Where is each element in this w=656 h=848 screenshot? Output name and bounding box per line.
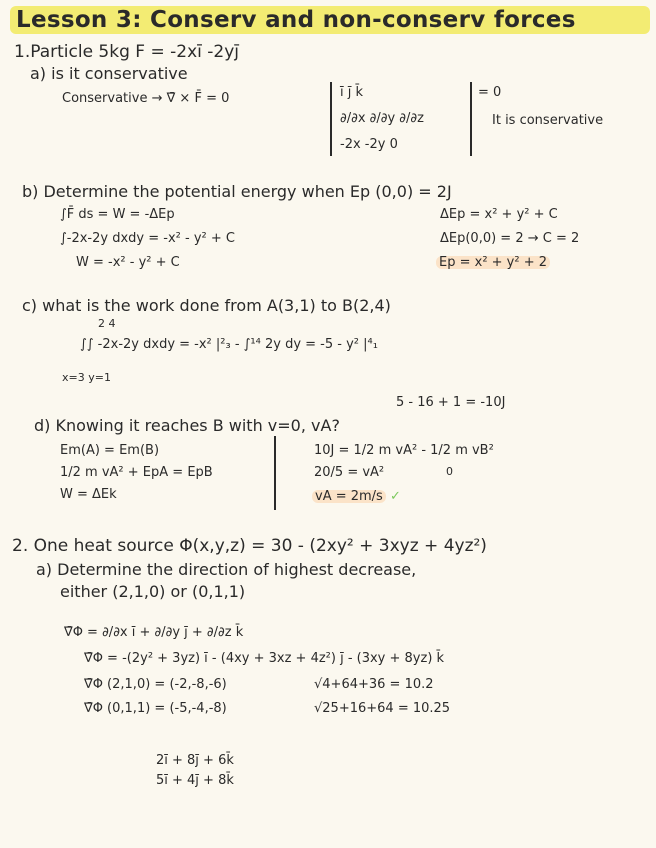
part-b-right-line-2: ΔEp(0,0) = 2 → C = 2 <box>440 231 580 246</box>
part-d-left-line-1: Em(A) = Em(B) <box>60 443 160 458</box>
gradient-expression: ∇̄Φ = -(2y² + 3yz) ī - (4xy + 3xz + 4z²) j̄ - (3xy + 8yz) k̄ <box>84 651 445 666</box>
determinant-row-1: ī j̄ k̄ <box>340 85 364 100</box>
problem-1-heading: 1.Particle 5kg F = -2xī -2yj̄ <box>14 42 239 62</box>
problem-2-question-line-2: either (2,1,0) or (0,1,1) <box>60 582 246 601</box>
part-b-question: b) Determine the potential energy when Ep (0,0) = 2J <box>22 182 452 201</box>
vb-zero-note: 0 <box>446 465 453 478</box>
part-d-right-line-1: 10J = 1/2 m vA² - 1/2 m vB² <box>314 443 494 458</box>
gradient-at-point-2: ∇̄Φ (0,1,1) = (-5,-4,-8) <box>84 701 227 716</box>
curl-equals-zero: = 0 <box>478 85 502 100</box>
part-d-divider <box>274 436 276 510</box>
direction-vector-2: 5ī + 4j̄ + 8k̄ <box>156 773 234 788</box>
velocity-result: vA = 2m/s <box>312 490 386 503</box>
part-d-right-line-2: 20/5 = vA² <box>314 465 385 480</box>
work-integral: ∫∫ -2x-2y dxdy = -x² |²₃ - ∫¹⁴ 2y dy = -5 - y² |⁴₁ <box>80 337 378 352</box>
determinant-right-bar <box>470 82 472 156</box>
lesson-title: Lesson 3: Conserv and non-conserv forces <box>16 7 576 33</box>
gradient-definition: ∇̄Φ = ∂/∂x ī + ∂/∂y j̄ + ∂/∂z k̄ <box>64 625 244 640</box>
problem-2-question-line-1: a) Determine the direction of highest decrease, <box>36 560 417 579</box>
gradient-magnitude-2: √25+16+64 = 10.25 <box>314 701 451 716</box>
gradient-magnitude-1: √4+64+36 = 10.2 <box>314 677 434 692</box>
part-b-left-line-2: ∫-2x-2y dxdy = -x² - y² + C <box>60 231 235 246</box>
determinant-row-3: -2x -2y 0 <box>340 137 398 152</box>
part-b-left-line-1: ∫F̄ ds = W = -ΔEp <box>60 207 175 222</box>
integral-lower-limits: x=3 y=1 <box>62 371 111 384</box>
work-result: 5 - 16 + 1 = -10J <box>396 395 506 410</box>
check-mark-icon: ✓ <box>390 489 401 504</box>
lesson-title-highlight <box>10 6 650 34</box>
gradient-at-point-1: ∇̄Φ (2,1,0) = (-2,-8,-6) <box>84 677 227 692</box>
conservative-conclusion: It is conservative <box>492 113 604 128</box>
part-b-right-line-1: ΔEp = x² + y² + C <box>440 207 558 222</box>
potential-energy-result: Ep = x² + y² + 2 <box>436 256 550 269</box>
conservative-rule: Conservative → ∇̄ × F̄ = 0 <box>62 91 230 106</box>
direction-vector-1: 2ī + 8j̄ + 6k̄ <box>156 753 234 768</box>
part-d-question: d) Knowing it reaches B with v=0, vA? <box>34 416 340 435</box>
integral-upper-limits: 2 4 <box>98 317 116 330</box>
part-c-question: c) what is the work done from A(3,1) to B(2,4) <box>22 296 391 315</box>
part-b-left-line-3: W = -x² - y² + C <box>76 255 180 270</box>
determinant-left-bar <box>330 82 332 156</box>
part-d-left-line-3: W = ΔEk <box>60 487 117 502</box>
part-a-question: a) is it conservative <box>30 64 188 83</box>
determinant-row-2: ∂/∂x ∂/∂y ∂/∂z <box>340 111 424 126</box>
part-d-left-line-2: 1/2 m vA² + EpA = EpB <box>60 465 213 480</box>
problem-2-heading: 2. One heat source Φ(x,y,z) = 30 - (2xy² + 3xyz + 4yz²) <box>12 536 487 556</box>
